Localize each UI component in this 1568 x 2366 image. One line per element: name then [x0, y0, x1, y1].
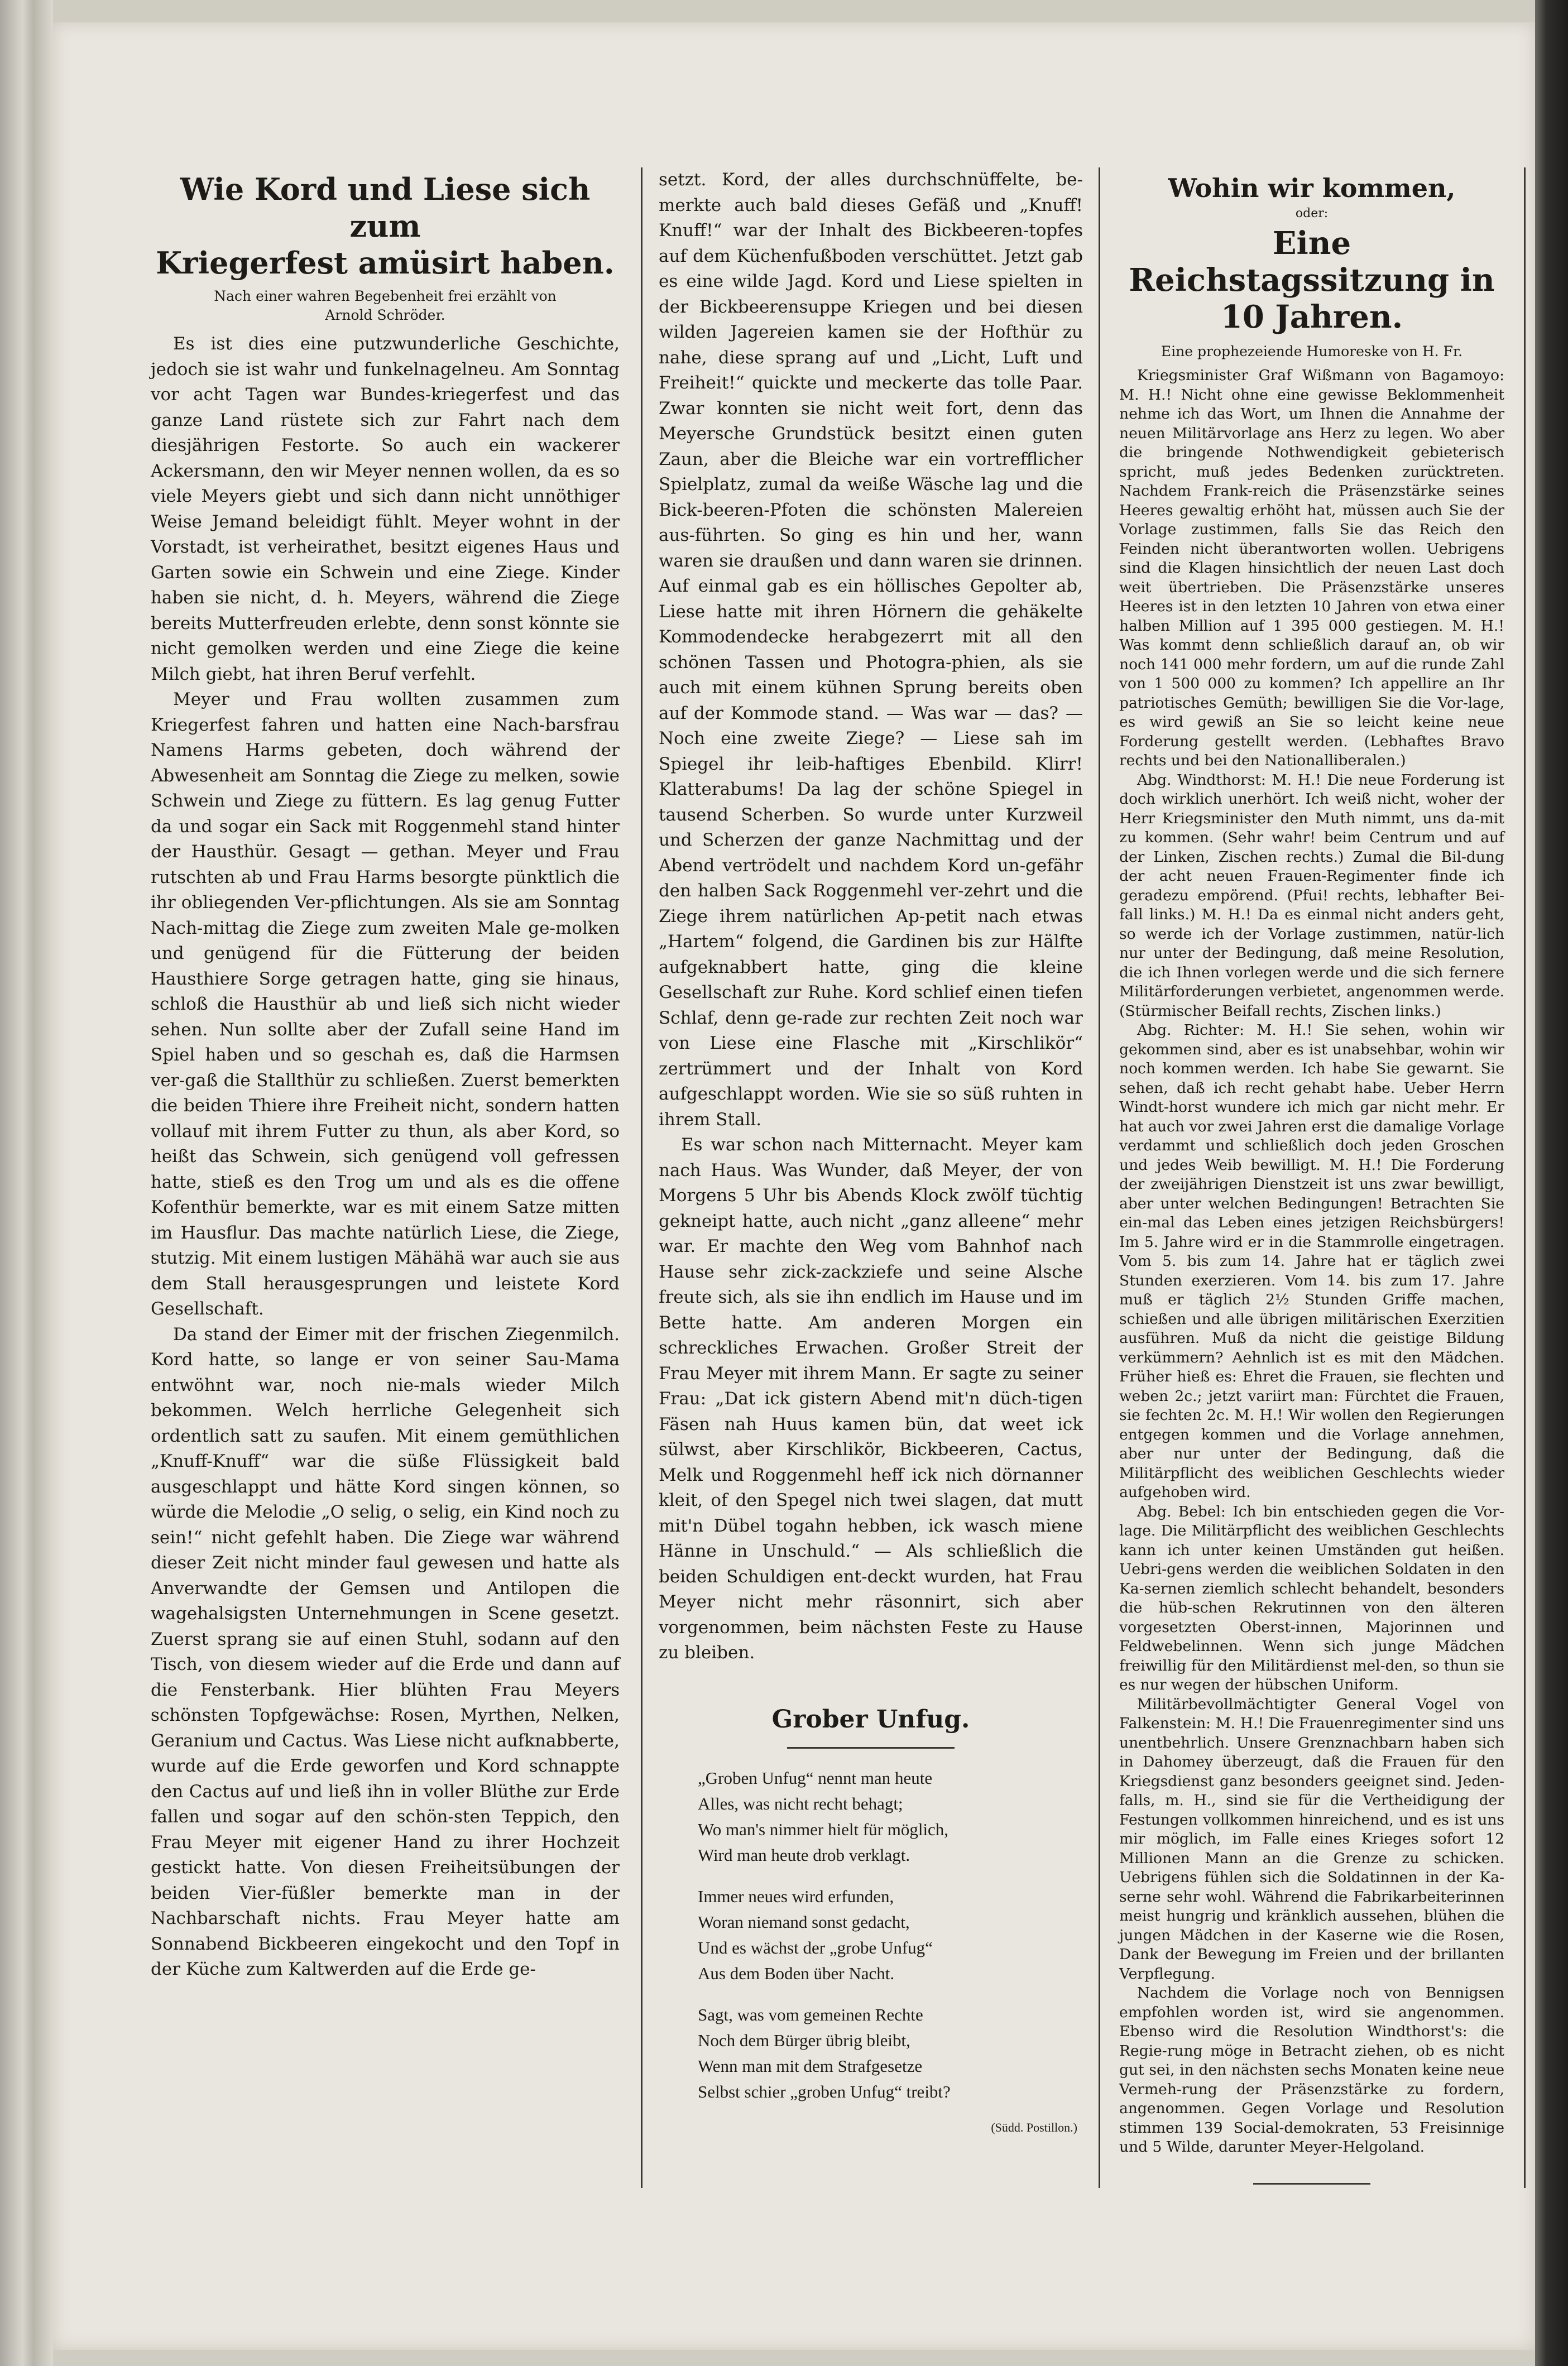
speech-vogel-von-falkenstein: Militärbevollmächtigter General Vogel von Falkenstein: M. H.! Die Frauenregimenter sind uns unentbehrlich. Unsere Grenznachbarn haben sich in Dahomey überzeugt, daß die Frauen für den Kriegsdienst ganz besonders geeignet sind. Jeden-falls, m. H., sind sie für die Vertheidigung der Festungen vollkommen hinreichend, und es ist uns mir möglich, im Falle eines Krieges sofort 12 Millionen Mann an die Grenze zu schicken. Uebrigens fühlen sich die Soldatinnen in der Ka-serne sehr wohl. Während die Fabrikarbeiterinnen meist hungrig und kränklich aussehen, blühen die jungen Mädchen in der Kaserne wie die Rosen, Dank der Bewegung im Freien und der brillanten Verpflegung. [1119, 1695, 1504, 1983]
byline [151, 287, 620, 325]
poem-stanza-3 [698, 2002, 1083, 2105]
column-rule-1 [641, 167, 642, 2188]
article-title [151, 171, 620, 281]
poem-stanza-1 [698, 1765, 1083, 1868]
column-1 [151, 167, 620, 1983]
article-title-line2: Kriegerfest amüsirt haben. [156, 245, 615, 281]
poem-line: Immer neues wird erfunden, [698, 1886, 894, 1906]
poem-line: Alles, was nicht recht behagt; [698, 1793, 903, 1813]
article-paragraph-5: Es war schon nach Mitternacht. Meyer kam nach Haus. Was Wunder, daß Meyer, der von Morgens 5 Uhr bis Abends Klock zwölf tüchtig gekneipt hatte, auch nicht „ganz alleene“ mehr war. Er machte den Weg vom Bahnhof nach Hause sehr zick-zackziefe und seine Alsche freute sich, als sie ihn endlich im Hause und im Bette hatte. Am anderen Morgen ein schreckliches Erwachen. Großer Streit der Frau Meyer mit ihrem Mann. Er sagte zu seiner Frau: „Dat ick gistern Abend mit'n düch-tigen Fäsen nah Huus kamen bün, dat weet ick sülwst, aber Kirschlikör, Bickbeeren, Cactus, Melk und Roggenmehl heff ick nich dörnanner kleit, of den Spegel nich twei slagen, dat mutt mit'n Dübel togahn hebben, ick wasch miene Hänne in Unschuld.“ — Als schließlich die beiden Schuldigen ent-deckt wurden, hat Frau Meyer nicht mehr räsonnirt, sich aber vorgenommen, beim nächsten Feste zu Hause zu bleiben. [659, 1135, 1083, 1663]
byline-line1: Nach einer wahren Begebenheit frei erzählt von [214, 288, 557, 304]
page-gutter-left [0, 0, 53, 2366]
poem-line: Wo man's nimmer hielt für möglich, [698, 1819, 949, 1839]
humoresque-genre: Eine prophezeiende Humoreske von H. Fr. [1161, 343, 1463, 359]
poem-title-rule [787, 1747, 955, 1749]
speech-kriegsminister: Kriegsminister Graf Wißmann von Bagamoyo: M. H.! Nicht ohne eine gewisse Beklommenheit nehme ich das Wort, um Ihnen die Annahme der neuen Militärvorlage ans Herz zu legen. Wo aber die bringende Nothwendigkeit gebieterisch spricht, muß jedes Bedenken zurücktreten. Nachdem Frank-reich die Präsenzstärke seines Heeres gewaltig erhöht hat, müssen auch Sie der Vorlage zustimmen, falls Sie das Reich den Feinden nicht überantworten wollen. Uebrigens sind die Klagen hinsichtlich der neuen Last doch weit übertrieben. Die Präsenzstärke unseres Heeres ist in den letzten 10 Jahren von etwa einer halben Million auf 1 395 000 gestiegen. M. H.! Was kommt denn schließlich darauf an, ob wir noch 141 000 mehr fordern, um auf die runde Zahl von 1 500 000 zu kommen? Ich appellire an Ihr patriotisches Gemüth; bewilligen Sie die Vor-lage, es wird gewiß an Sie so leicht keine neue Forderung gestellt werden. (Lebhaftes Bravo rechts und bei den Nationalliberalen.) [1119, 367, 1504, 769]
speech-windthorst: Abg. Windthorst: M. H.! Die neue Forderung ist doch wirklich unerhört. Ich weiß nicht, woher der Herr Kriegsminister den Muth nimmt, uns da-mit zu kommen. (Sehr wahr! beim Centrum und auf der Linken, Zischen rechts.) Zumal die Bil-dung der acht neuen Frauen-Regimenter finde ich geradezu empörend. (Pfui! rechts, lebhafter Bei-fall links.) M. H.! Da es einmal nicht anders geht, so werde ich der Vorlage zustimmen, natür-lich nur unter der Bedingung, daß meine Resolution, die ich Ihnen vorlegen werde und die sich fernere Militärforderungen verbietet, angenommen werde. (Stürmischer Beifall rechts, Zischen links.) [1119, 771, 1504, 1020]
humoresque-oder: oder: [1295, 207, 1329, 220]
poem-line: Wird man heute drob verklagt. [698, 1845, 910, 1865]
column-rule-3 [1524, 167, 1526, 2188]
speech-bebel: Abg. Bebel: Ich bin entschieden gegen die Vor-lage. Die Militärpflicht des weiblichen Geschlechts kann ich unter keinen Umständen gut heißen. Uebri-gens werden die weiblichen Soldaten in den Ka-sernen ziemlich schlecht behandelt, besonders die hüb-schen Rekrutinnen von den älteren vorgesetzten Oberst-innen, Majorinnen und Feldwebelinnen. Wenn sich junge Mädchen freiwillig für den Militärdienst mel-den, so thun sie es nur wegen der hübschen Uniform. [1119, 1503, 1504, 1693]
page-edge-right [1535, 0, 1568, 2366]
speech-richter: Abg. Richter: M. H.! Sie sehen, wohin wir gekommen sind, aber es ist unabsehbar, wohin wir noch kommen werden. Ich habe Sie gewarnt. Sie sehen, daß ich recht gehabt habe. Ueber Herrn Windt-horst wundere ich mich gar nicht mehr. Er hat auch vor zwei Jahren erst die damalige Vorlage verdammt und schließlich doch jeden Groschen und jedes Weib bewilligt. M. H.! Die Forderung der zweijährigen Dienstzeit ist uns zwar bewilligt, aber unter welchen Bedingungen! Betrachten Sie ein-mal das Leben eines jetzigen Reichsbürgers! Im 5. Jahre wird er in die Stammrolle eingetragen. Vom 5. bis zum 14. Jahre hat er täglich zwei Stunden exerzieren. Vom 14. bis zum 17. Jahre muß er täglich 2½ Stunden Griffe machen, schießen und alle übrigen militärischen Exerzitien ausführen. Muß da nicht die geistige Bildung verkümmern? Aehnlich ist es mit den Mädchen. Früher hieß es: Ehret die Frauen, sie flechten und weben 2c.; jetzt variirt man: Fürchtet die Frauen, sie fechten 2c. M. H.! Wir wollen den Regierungen entgegen kommen und die Vorlage annehmen, aber nur unter der Bedingung, daß die Militärpflicht des weiblichen Geschlechts wieder aufgehoben wird. [1119, 1021, 1504, 1501]
vote-outcome: Nachdem die Vorlage noch von Bennigsen empfohlen worden ist, wird sie angenommen. Ebenso wird die Resolution Windthorst's: die Regie-rung möge in Betracht ziehen, ob es nicht gut sei, in den nächsten sechs Monaten keine neue Vermeh-rung der Präsenzstärke zu fordern, angenommen. Gegen Vorlage und Resolution stimmen 139 Social-demokraten, 53 Freisinnige und 5 Wilde, darunter Meyer-Helgoland. [1119, 1984, 1504, 2156]
article-paragraph-3: Da stand der Eimer mit der frischen Ziegenmilch. Kord hatte, so lange er von seiner Sau-Mama entwöhnt war, noch nie-mals wieder Milch bekommen. Welch herrliche Gelegenheit sich ordentlich satt zu saufen. Mit einem gemüthlichen „Knuff-Knuff“ war die süße Flüssigkeit bald ausgeschlappt und hätte Kord singen können, so würde die Melodie „O selig, o selig, ein Kind noch zu sein!“ nicht gefehlt haben. Die Ziege war während dieser Zeit nicht minder faul gewesen und hatte als Anverwandte der Gemsen und Antilopen die wagehalsigsten Unternehmungen in Scene gesetzt. Zuerst sprang sie auf einen Stuhl, sodann auf den Tisch, von diesem wieder auf die Erde und dann auf die Fensterbank. Hier blühten Frau Meyers schönsten Topfgewächse: Rosen, Myrthen, Nelken, Geranium und Cactus. Was Liese nicht aufknabberte, wurde auf die Erde geworfen und Kord schnappte den Cactus auf und ließ ihn in voller Blüthe zur Erde fallen und sogar auf den schön-sten Teppich, den Frau Meyer mit eigener Hand zu ihrer Hochzeit gestickt hatte. Von diesen Freiheitsübungen der beiden Vier-füßler bemerkte man in der Nachbarschaft nichts. Frau Meyer hatte am Sonnabend Bickbeeren eingekocht und den Topf in der Küche zum Kaltwerden auf die Erde ge- [151, 1324, 620, 1979]
humoresque-subtitle: Eine Reichstagssitzung in 10 Jahren. [1129, 225, 1495, 335]
poem-line: Und es wächst der „grobe Unfug“ [698, 1937, 933, 1957]
article-paragraph-4: setzt. Kord, der alles durchschnüffelte, be-merkte auch bald dieses Gefäß und „Knuff! Knuff!“ war der Inhalt des Bickbeeren-topfes auf dem Küchenfußboden verschüttet. Jetzt gab es eine wilde Jagd. Kord und Liese spielten in der Bickbeerensuppe Kriegen und bei diesen wilden Jagereien kamen sie der Hofthür zu nahe, diese sprang auf und „Licht, Luft und Freiheit!“ quickte und meckerte das tolle Paar. Zwar konnten sie nicht weit fort, denn das Meyersche Grundstück besitzt einen guten Zaun, aber die Bleiche war ein vortrefflicher Spielplatz, zumal da weiße Wäsche lag und die Bick-beeren-Pfoten die schönsten Malereien aus-führten. So ging es hin und her, wann waren sie draußen und dann waren sie drinnen. Auf einmal gab es ein höllisches Gepolter ab, Liese hatte mit ihren Hörnern die gehäkelte Kommodendecke herabgezerrt mit all den schönen Tassen und Photogra-phien, als sie auch mit einem kühnen Sprung bereits oben auf der Kommode stand. — Was war — das? — Noch eine zweite Ziege? — Liese sah im Spiegel ihr leib-haftiges Ebenbild. Klirr! Klatterabums! Da lag der schöne Spiegel in tausend Scherben. So wurde unter Kurzweil und Scherzen der ganze Nachmittag und der Abend vertrödelt und nachdem Kord un-gefähr den halben Sack Roggenmehl ver-zehrt und die Ziege ihrem natürlichen Ap-petit nach etwas „Hartem“ folgend, die Gardinen bis zur Hälfte aufgeknabbert hatte, ging die kleine Gesellschaft zur Ruhe. Kord schlief einen tiefen Schlaf, denn ge-rade zur rechten Zeit noch war von Liese eine Flasche mit „Kirschlikör“ zertrümmert und der Inhalt von Kord aufgeschlappt worden. Wie sie so süß ruhten in ihrem Stall. [659, 170, 1083, 1130]
poem-title: Grober Unfug. [771, 1705, 970, 1734]
column-2 [659, 167, 1083, 2135]
column-rule-2 [1099, 167, 1100, 2188]
article-paragraph-2: Meyer und Frau wollten zusammen zum Kriegerfest fahren und hatten eine Nach-barsfrau Namens Harms gebeten, doch während der Abwesenheit am Sonntag die Ziege zu melken, sowie Schwein und Ziege zu füttern. Es lag genug Futter da und sogar ein Sack mit Roggenmehl stand hinter der Hausthür. Gesagt — gethan. Meyer und Frau rutschten ab und Frau Harms besorgte pünktlich die ihr obliegenden Ver-pflichtungen. Als sie am Sonntag Nach-mittag die Ziege zum zweiten Male ge-molken und genügend für die Fütterung der beiden Hausthiere Sorge getragen hatte, ging sie hinaus, schloß die Hausthür ab und ließ sich nicht wieder sehen. Nun sollte aber der Zufall seine Hand im Spiel haben und so geschah es, daß die Harmsen ver-gaß die Stallthür zu schließen. Zuerst bemerkten die beiden Thiere ihre Freiheit nicht, sondern hatten vollauf mit ihrem Futter zu thun, als aber Kord, so heißt das Schwein, sich genügend voll gefressen hatte, stieß es den Trog um und als es die offene Kofenthür bemerkte, war es mit einem Satze mitten im Hausflur. Das machte natürlich Liese, die Ziege, stutzig. Mit einem lustigen Mähähä war auch sie aus dem Stall herausgesprungen und leistete Kord Gesellschaft. [151, 689, 620, 1319]
article-paragraph-1: Es ist dies eine putzwunderliche Geschichte, jedoch sie ist wahr und funkelnagelneu. Am Sonntag vor acht Tagen war Bundes-kriegerfest und das ganze Land rüstete sich zur Fahrt nach dem diesjährigen Festorte. So auch ein wackerer Ackersmann, den wir Meyer nennen wollen, da es so viele Meyers giebt und sich dann nicht unnöthiger Weise Jemand beleidigt fühlt. Meyer wohnt in der Vorstadt, ist verheirathet, besitzt eigenes Haus und Garten sowie ein Schwein und eine Ziege. Kinder haben sie nicht, d. h. Meyers, während die Ziege bereits Mutterfreuden erlebte, denn sonst könnte sie nicht gemolken werden und eine Ziege die keine Milch giebt, hat ihren Beruf verfehlt. [151, 334, 620, 684]
poem-line: Woran niemand sonst gedacht, [698, 1912, 910, 1932]
poem-line: Sagt, was vom gemeinen Rechte [698, 2004, 923, 2024]
poem-source: (Südd. Postillon.) [991, 2120, 1077, 2134]
byline-author: Arnold Schröder. [325, 307, 445, 323]
article-title-line1: Wie Kord und Liese sich zum [180, 171, 591, 244]
column-3 [1119, 167, 1504, 2185]
poem-line: Selbst schier „groben Unfug“ treibt? [698, 2081, 951, 2101]
poem-stanza-2 [698, 1884, 1083, 1986]
poem-line: „Groben Unfug“ nennt man heute [698, 1768, 933, 1788]
poem-line: Noch dem Bürger übrig bleibt, [698, 2030, 910, 2050]
poem-line: Aus dem Boden über Nacht. [698, 1963, 895, 1983]
humoresque-title: Wohin wir kommen, [1168, 173, 1456, 203]
poem-line: Wenn man mit dem Strafgesetze [698, 2056, 923, 2076]
closing-rule [1253, 2183, 1370, 2185]
